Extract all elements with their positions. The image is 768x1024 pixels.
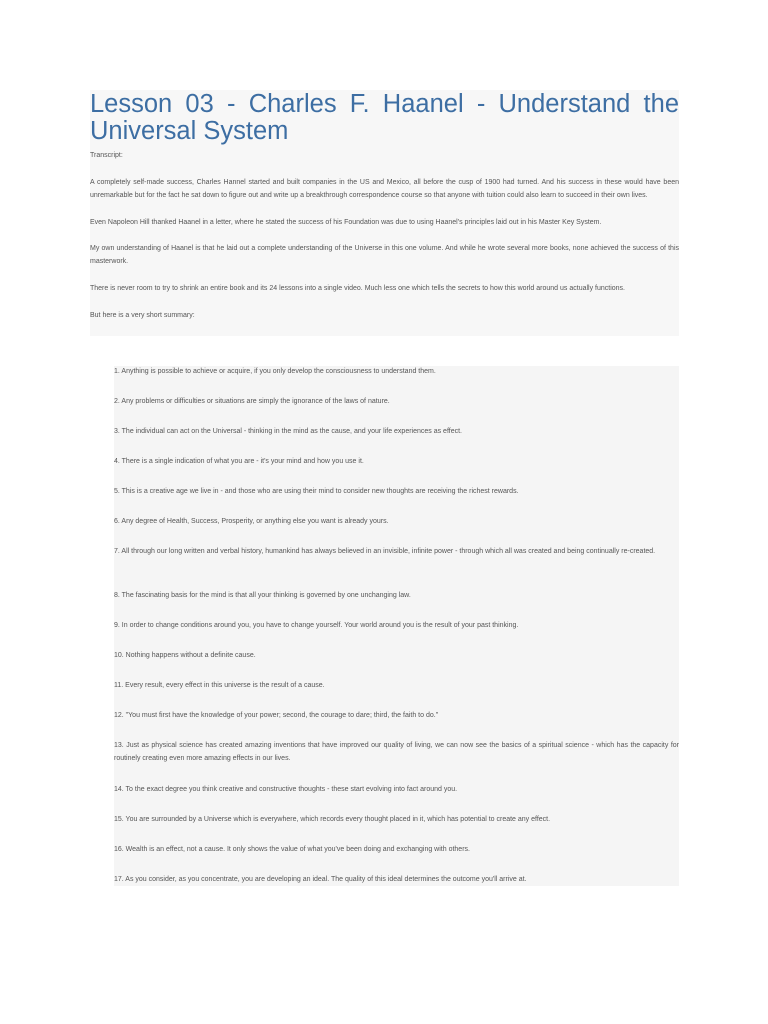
list-item: 9. In order to change conditions around you, you have to change yourself. Your world around you is the result of your past thinking. <box>114 622 519 629</box>
paragraph-summary-intro: But here is a very short summary: <box>90 311 195 319</box>
list-item: 15. You are surrounded by a Universe which is everywhere, which records every thought placed in it, which has potential to create any effect. <box>114 816 551 823</box>
list-item: 1. Anything is possible to achieve or acquire, if you only develop the consciousness to understand them. <box>114 368 436 375</box>
list-item: 16. Wealth is an effect, not a cause. It only shows the value of what you've been doing and exchanging with others. <box>114 846 470 853</box>
list-item: 2. Any problems or difficulties or situations are simply the ignorance of the laws of nature. <box>114 398 390 405</box>
list-item: 3. The individual can act on the Universal - thinking in the mind as the cause, and your life experiences as effect. <box>114 428 462 435</box>
list-item: 7. All through our long written and verbal history, humankind has always believed in an invisible, infinite power - through which all was created and being continually re-created. <box>114 548 656 555</box>
list-item: 8. The fascinating basis for the mind is that all your thinking is governed by one unchanging law. <box>114 592 411 599</box>
list-item: 11. Every result, every effect in this universe is the result of a cause. <box>114 682 325 689</box>
paragraph-napoleon-hill: Even Napoleon Hill thanked Haanel in a letter, where he stated the success of his Foundation was due to using Haanel's principles laid out in his Master Key System. <box>90 218 602 226</box>
summary-list <box>114 366 679 886</box>
paragraph-bio: A completely self-made success, Charles Hannel started and built companies in the US and Mexico, all before the cusp of 1900 had turned. And his success in these would have been unremarkable but for the fact he sat down to figure out and write up a breakthrough correspondence course so that anyone with tuition could also learn to succeed in their own lives. <box>90 179 679 199</box>
paragraph-no-room: There is never room to try to shrink an entire book and its 24 lessons into a single video. Much less one which tells the secrets to how this world around us actually functions. <box>90 284 625 292</box>
list-item: 5. This is a creative age we live in - and those who are using their mind to consider new thoughts are receiving the richest rewards. <box>114 488 519 495</box>
list-item: 10. Nothing happens without a definite cause. <box>114 652 256 659</box>
page-title: Lesson 03 - Charles F. Haanel - Understand the Universal System <box>90 90 679 145</box>
transcript-label: Transcript: <box>90 152 123 159</box>
list-item: 6. Any degree of Health, Success, Prosperity, or anything else you want is already yours. <box>114 518 389 525</box>
list-item: 17. As you consider, as you concentrate, you are developing an ideal. The quality of this ideal determines the outcome you'll arrive at. <box>114 876 527 883</box>
list-item: 14. To the exact degree you think creative and constructive thoughts - these start evolving into fact around you. <box>114 786 458 793</box>
paragraph-understanding: My own understanding of Haanel is that he laid out a complete understanding of the Universe in this one volume. And while he wrote several more books, none achieved the success of this masterwork. <box>90 245 679 266</box>
list-item: 13. Just as physical science has created amazing inventions that have improved our quality of living, we can now see the basics of a spiritual science - which has the capacity for routinely creating even more amazing effects in our lives. <box>114 742 679 762</box>
list-item: 12. "You must first have the knowledge of your power; second, the courage to dare; third, the faith to do." <box>114 712 439 719</box>
list-item: 4. There is a single indication of what you are - it's your mind and how you use it. <box>114 458 364 465</box>
intro-section <box>90 90 679 336</box>
